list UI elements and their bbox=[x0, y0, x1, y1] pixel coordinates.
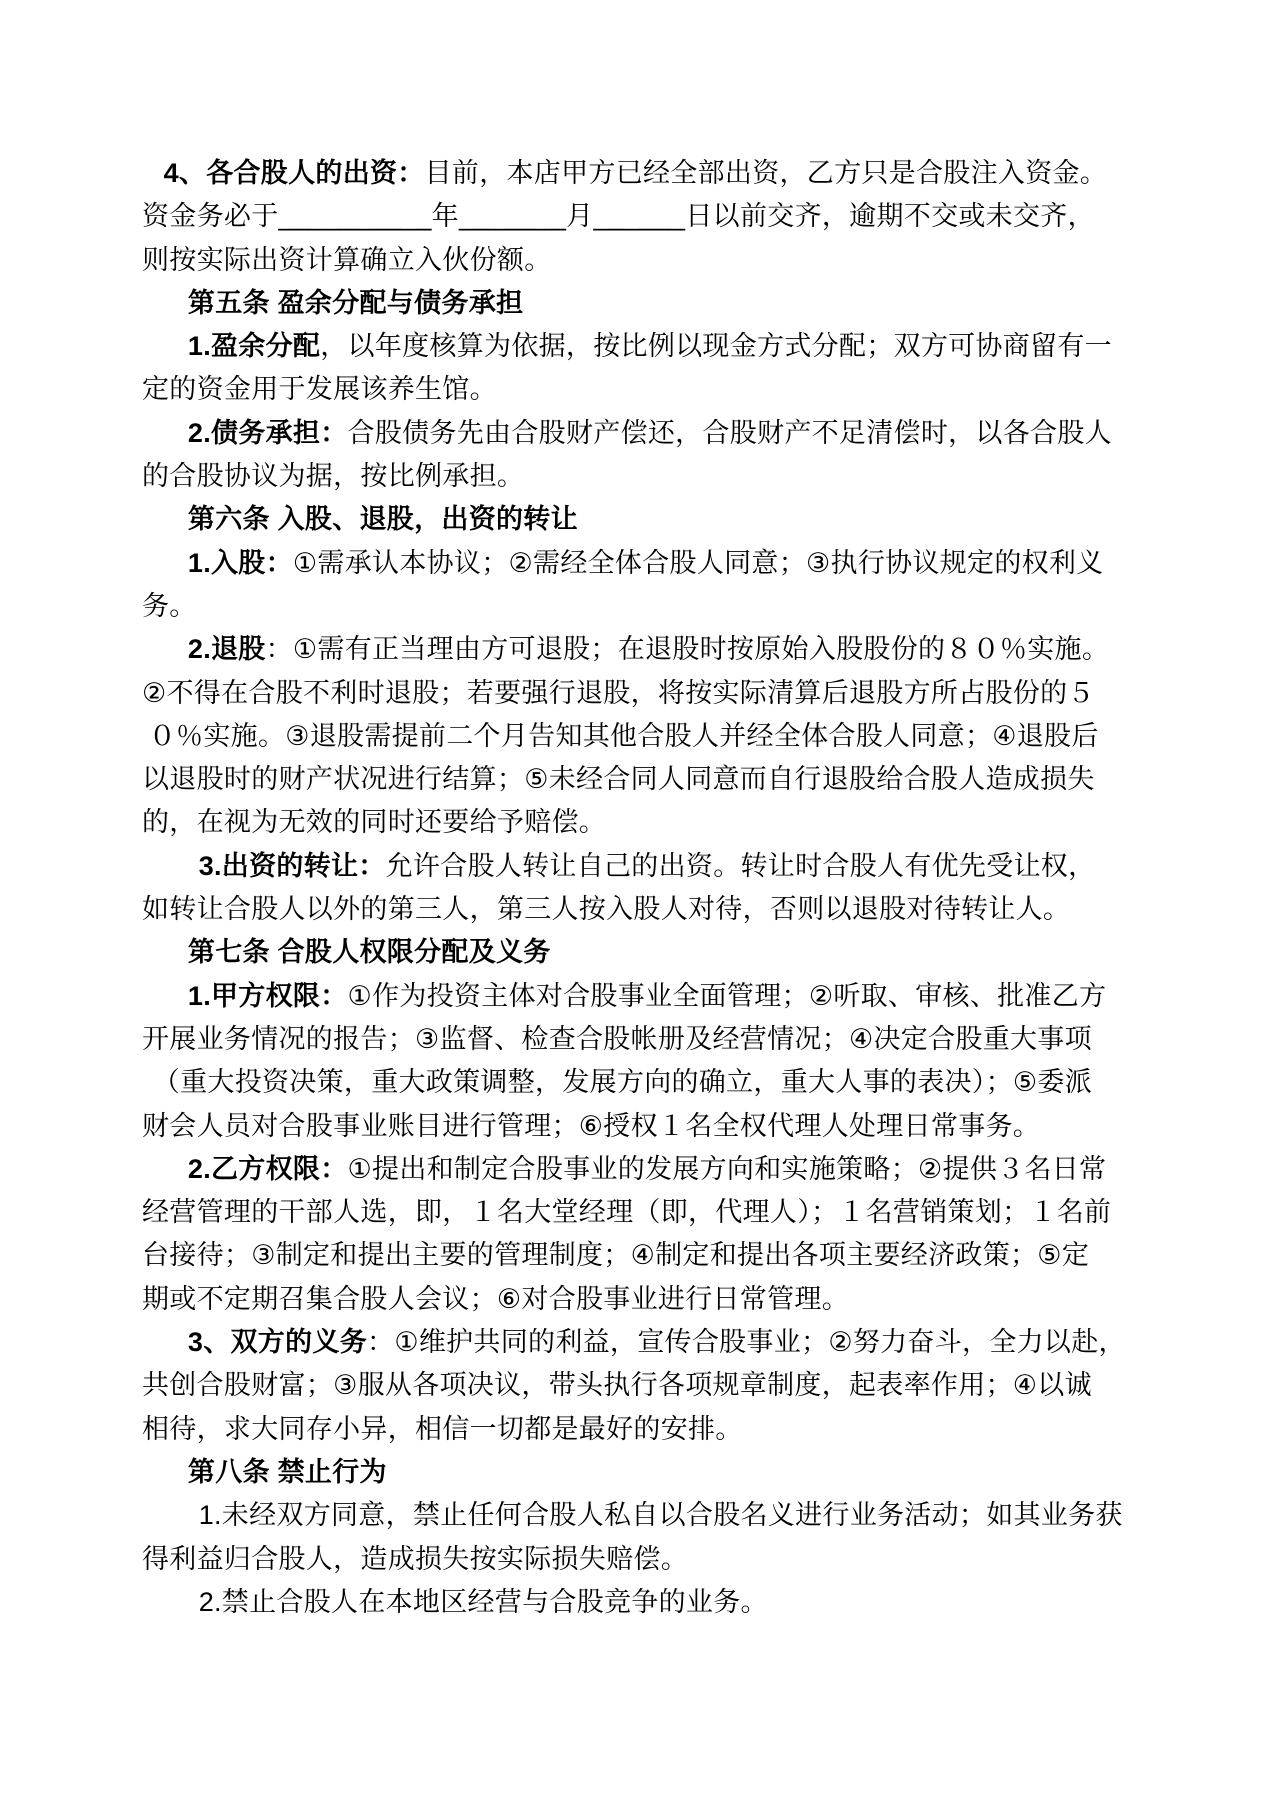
text-segment: ：①维护共同的利益，宣传合股事业；②努力奋斗，全力以赴， bbox=[367, 1327, 1126, 1358]
text-segment: 目前，本店甲方已经全部出资，乙方只是合股注入资金。 bbox=[424, 158, 1108, 188]
document-line bbox=[142, 1451, 1090, 1494]
document-line bbox=[142, 498, 1090, 541]
document-line bbox=[142, 368, 1090, 411]
text-segment: 经营管理的干部人选，即，１名大堂经理（即，代理人）；１名营销策划；１名前 bbox=[142, 1197, 1112, 1228]
document-line bbox=[142, 801, 1090, 844]
text-segment: ①需承认本协议；②需经全体合股人同意；③执行协议规定的权利义 bbox=[292, 547, 1104, 578]
document-line bbox=[142, 282, 1090, 325]
document-line bbox=[142, 1148, 1107, 1191]
document-line bbox=[142, 1018, 1090, 1061]
text-segment: 开展业务情况的报告；③监督、检查合股帐册及经营情况；④决定合股重大事项 bbox=[142, 1023, 1092, 1054]
document-line bbox=[142, 845, 1096, 888]
text-segment: 财会人员对合股事业账目进行管理；⑥授权１名全权代理人处理日常事务。 bbox=[142, 1110, 1041, 1141]
document-line bbox=[142, 1364, 1090, 1407]
document-line bbox=[142, 975, 1107, 1018]
text-segment: ①作为投资主体对合股事业全面管理；②听取、审核、批准乙方 bbox=[347, 980, 1107, 1011]
document-body bbox=[142, 152, 1126, 1624]
document-line bbox=[142, 585, 1090, 628]
document-line bbox=[142, 542, 1104, 585]
text-segment-bold: 2.退股 bbox=[187, 634, 266, 665]
text-segment: 务。 bbox=[142, 590, 197, 621]
document-line bbox=[142, 931, 1090, 974]
document-line bbox=[142, 1494, 1123, 1537]
text-segment-bold: 1.甲方权限： bbox=[187, 980, 348, 1011]
document-line bbox=[142, 1581, 1090, 1624]
document-line bbox=[142, 412, 1112, 455]
text-segment-bold: 第六条 入股、退股，出资的转让 bbox=[187, 504, 578, 535]
document-line bbox=[142, 715, 1099, 758]
text-segment: 则按实际出资计算确立入伙份额。 bbox=[142, 244, 552, 275]
text-segment: 的，在视为无效的同时还要给予赔偿。 bbox=[142, 807, 607, 838]
document-line bbox=[142, 195, 1095, 238]
text-segment-bold: 第七条 合股人权限分配及义务 bbox=[187, 937, 551, 968]
text-segment: 以退股时的财产状况进行结算；⑤未经合同人同意而自行退股给合股人造成损失 bbox=[142, 764, 1095, 795]
text-segment: ，以年度核算为依据，按比例以现金方式分配；双方可协商留有一 bbox=[320, 331, 1112, 362]
text-segment-bold: 3.出资的转让： bbox=[198, 850, 386, 881]
document-line bbox=[142, 1061, 1090, 1104]
text-segment: ②不得在合股不利时退股；若要强行退股，将按实际清算后退股方所占股份的５ bbox=[142, 677, 1095, 708]
document-line bbox=[142, 1105, 1090, 1148]
text-segment-bold: 2.乙方权限： bbox=[187, 1153, 348, 1184]
text-segment: 如转让合股人以外的第三人，第三人按入股人对待，否则以退股对待转让人。 bbox=[142, 894, 1071, 925]
text-segment-bold: 1.入股： bbox=[187, 547, 293, 578]
text-segment: 2.禁止合股人在本地区经营与合股竞争的业务。 bbox=[198, 1586, 768, 1617]
document-line bbox=[142, 1408, 1090, 1451]
document-line bbox=[142, 455, 1090, 498]
document-line bbox=[142, 239, 1090, 282]
text-segment: 得利益归合股人，造成损失按实际损失赔偿。 bbox=[142, 1543, 688, 1574]
text-segment: 期或不定期召集合股人会议；⑥对合股事业进行日常管理。 bbox=[142, 1283, 850, 1314]
text-segment: ：①需有正当理由方可退股；在退股时按原始入股股份的８０％实施。 bbox=[265, 634, 1110, 665]
text-segment: ①提出和制定合股事业的发展方向和实施策略；②提供３名日常 bbox=[347, 1153, 1107, 1184]
text-segment: 的合股协议为据，按比例承担。 bbox=[142, 461, 525, 492]
text-segment: 台接待；③制定和提出主要的管理制度；④制定和提出各项主要经济政策；⑤定 bbox=[142, 1240, 1090, 1271]
text-segment-bold: 第五条 盈余分配与债务承担 bbox=[187, 287, 524, 318]
text-segment-bold: 2.债务承担： bbox=[187, 417, 348, 448]
text-segment-bold: 1.盈余分配 bbox=[187, 331, 321, 362]
document-line bbox=[142, 1191, 1112, 1234]
text-segment-bold: 第八条 禁止行为 bbox=[187, 1456, 387, 1487]
document-line bbox=[142, 1234, 1090, 1277]
document-line bbox=[142, 325, 1112, 368]
text-segment: 允许合股人转让自己的出资。转让时合股人有优先受让权， bbox=[385, 850, 1096, 881]
document-line bbox=[142, 758, 1095, 801]
document-line bbox=[142, 1321, 1126, 1364]
text-segment: 资金务必于__________年_______月______日以前交齐，逾期不交或未交齐， bbox=[142, 201, 1095, 232]
document-line bbox=[142, 1278, 1090, 1321]
text-segment: 1.未经双方同意，禁止任何合股人私自以合股名义进行业务活动；如其业务获 bbox=[198, 1500, 1123, 1531]
text-segment: ０％实施。③退股需提前二个月告知其他合股人并经全体合股人同意；④退股后 bbox=[148, 720, 1099, 751]
text-segment: （重大投资决策，重大政策调整，发展方向的确立，重大人事的表决）；⑤委派 bbox=[152, 1067, 1092, 1098]
document-line bbox=[142, 628, 1110, 671]
document-line bbox=[142, 888, 1090, 931]
document-line bbox=[142, 1538, 1090, 1581]
text-segment: 相待，求大同存小异，相信一切都是最好的安排。 bbox=[142, 1413, 743, 1444]
text-segment: 定的资金用于发展该养生馆。 bbox=[142, 374, 497, 405]
text-segment-bold: 3、双方的义务 bbox=[187, 1327, 368, 1358]
text-segment-bold: 4、各合股人的出资： bbox=[163, 158, 425, 188]
document-line bbox=[142, 152, 1108, 195]
document-line bbox=[142, 672, 1095, 715]
text-segment: 合股债务先由合股财产偿还，合股财产不足清偿时，以各合股人 bbox=[347, 417, 1112, 448]
text-segment: 共创合股财富；③服从各项决议，带头执行各项规章制度，起表率作用；④以诚 bbox=[142, 1370, 1092, 1401]
